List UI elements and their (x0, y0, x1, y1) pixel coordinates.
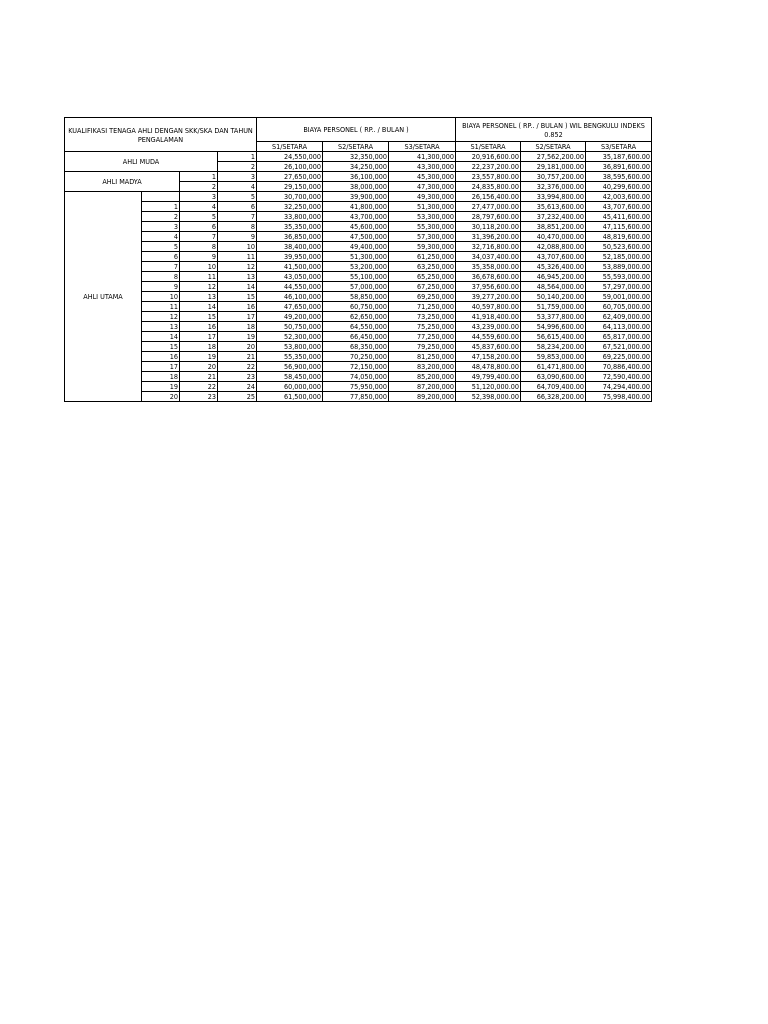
level-a-cell: 13 (142, 322, 180, 332)
experience-year-cell: 23 (218, 372, 257, 382)
cost-value-cell: 38,000,000 (323, 182, 389, 192)
cost-value-cell: 48,564,000.00 (521, 282, 586, 292)
cost-value-cell: 35,187,600.00 (586, 152, 652, 162)
level-b-cell: 2 (180, 182, 218, 192)
level-a-cell: 16 (142, 352, 180, 362)
level-a-cell: 20 (142, 392, 180, 402)
cost-value-cell: 49,799,400.00 (456, 372, 521, 382)
cost-value-cell: 31,396,200.00 (456, 232, 521, 242)
cost-value-cell: 43,707,600.00 (586, 202, 652, 212)
cost-value-cell: 68,350,000 (323, 342, 389, 352)
level-a-cell: 12 (142, 312, 180, 322)
cost-value-cell: 22,237,200.00 (456, 162, 521, 172)
cost-value-cell: 67,521,000.00 (586, 342, 652, 352)
cost-value-cell: 87,200,000 (389, 382, 456, 392)
cost-value-cell: 33,800,000 (257, 212, 323, 222)
sub-header-s1-regional: S1/SETARA (456, 142, 521, 152)
cost-value-cell: 62,409,000.00 (586, 312, 652, 322)
table-row (65, 262, 652, 272)
cost-value-cell: 64,113,000.00 (586, 322, 652, 332)
cost-value-cell: 40,299,600.00 (586, 182, 652, 192)
cost-value-cell: 35,613,600.00 (521, 202, 586, 212)
level-b-cell: 13 (180, 292, 218, 302)
experience-year-cell: 11 (218, 252, 257, 262)
table-row (65, 282, 652, 292)
level-b-cell: 17 (180, 332, 218, 342)
cost-value-cell: 45,600,000 (323, 222, 389, 232)
cost-value-cell: 51,120,000.00 (456, 382, 521, 392)
sub-header-s3: S3/SETARA (389, 142, 456, 152)
table-row (65, 292, 652, 302)
cost-value-cell: 70,886,400.00 (586, 362, 652, 372)
cost-value-cell: 47,158,200.00 (456, 352, 521, 362)
regional-cost-header: BIAYA PERSONEL ( RP.. / BULAN ) WIL BENGKULU INDEKS 0.852 (456, 118, 652, 142)
level-a-cell: 10 (142, 292, 180, 302)
sub-header-s1: S1/SETARA (257, 142, 323, 152)
table-row (65, 382, 652, 392)
experience-year-cell: 16 (218, 302, 257, 312)
cost-value-cell: 38,851,200.00 (521, 222, 586, 232)
cost-value-cell: 55,100,000 (323, 272, 389, 282)
level-b-cell: 9 (180, 252, 218, 262)
level-b-cell: 1 (180, 172, 218, 182)
cost-value-cell: 50,750,000 (257, 322, 323, 332)
cost-value-cell: 27,562,200.00 (521, 152, 586, 162)
cost-value-cell: 43,050,000 (257, 272, 323, 282)
cost-value-cell: 53,889,000.00 (586, 262, 652, 272)
cost-value-cell: 32,376,000.00 (521, 182, 586, 192)
level-b-cell: 23 (180, 392, 218, 402)
cost-value-cell: 30,757,200.00 (521, 172, 586, 182)
cost-value-cell: 55,593,000.00 (586, 272, 652, 282)
level-b-cell: 7 (180, 232, 218, 242)
cost-value-cell: 51,300,000 (323, 252, 389, 262)
cost-value-cell: 44,559,600.00 (456, 332, 521, 342)
cost-value-cell: 34,037,400.00 (456, 252, 521, 262)
cost-value-cell: 45,300,000 (389, 172, 456, 182)
experience-year-cell: 1 (218, 152, 257, 162)
experience-year-cell: 2 (218, 162, 257, 172)
table-row (65, 322, 652, 332)
experience-year-cell: 5 (218, 192, 257, 202)
level-b-cell: 4 (180, 202, 218, 212)
experience-year-cell: 8 (218, 222, 257, 232)
cost-value-cell: 35,358,000.00 (456, 262, 521, 272)
cost-value-cell: 26,100,000 (257, 162, 323, 172)
cost-value-cell: 39,277,200.00 (456, 292, 521, 302)
group-label-ahli-utama: AHLI UTAMA (65, 192, 142, 402)
level-a-cell: 15 (142, 342, 180, 352)
cost-value-cell: 48,478,800.00 (456, 362, 521, 372)
cost-value-cell: 44,550,000 (257, 282, 323, 292)
table-row (65, 242, 652, 252)
cost-value-cell: 52,398,000.00 (456, 392, 521, 402)
sub-header-s2: S2/SETARA (323, 142, 389, 152)
level-b-cell: 20 (180, 362, 218, 372)
cost-value-cell: 41,918,400.00 (456, 312, 521, 322)
cost-value-cell: 27,477,000.00 (456, 202, 521, 212)
cost-value-cell: 70,250,000 (323, 352, 389, 362)
experience-year-cell: 22 (218, 362, 257, 372)
level-b-cell: 22 (180, 382, 218, 392)
cost-value-cell: 57,300,000 (389, 232, 456, 242)
cost-value-cell: 38,400,000 (257, 242, 323, 252)
cost-value-cell: 42,088,800.00 (521, 242, 586, 252)
table-row (65, 222, 652, 232)
table-row (65, 192, 652, 202)
cost-value-cell: 49,200,000 (257, 312, 323, 322)
experience-year-cell: 19 (218, 332, 257, 342)
cost-value-cell: 45,837,600.00 (456, 342, 521, 352)
cost-value-cell: 58,234,200.00 (521, 342, 586, 352)
cost-value-cell: 47,300,000 (389, 182, 456, 192)
experience-year-cell: 9 (218, 232, 257, 242)
cost-value-cell: 62,650,000 (323, 312, 389, 322)
cost-value-cell: 36,100,000 (323, 172, 389, 182)
spreadsheet (64, 117, 652, 402)
experience-year-cell: 3 (218, 172, 257, 182)
cost-value-cell: 57,297,000.00 (586, 282, 652, 292)
experience-year-cell: 6 (218, 202, 257, 212)
cost-value-cell: 67,250,000 (389, 282, 456, 292)
cost-value-cell: 50,140,200.00 (521, 292, 586, 302)
cost-value-cell: 79,250,000 (389, 342, 456, 352)
level-a-cell: 5 (142, 242, 180, 252)
level-b-cell: 6 (180, 222, 218, 232)
table-row (65, 352, 652, 362)
cost-value-cell: 60,000,000 (257, 382, 323, 392)
level-b-cell: 21 (180, 372, 218, 382)
experience-year-cell: 4 (218, 182, 257, 192)
cost-value-cell: 30,118,200.00 (456, 222, 521, 232)
table-row (65, 172, 652, 182)
level-a-cell: 2 (142, 212, 180, 222)
cost-value-cell: 69,250,000 (389, 292, 456, 302)
level-b-cell: 3 (180, 192, 218, 202)
level-b-cell: 5 (180, 212, 218, 222)
level-b-cell: 19 (180, 352, 218, 362)
cost-value-cell: 60,705,000.00 (586, 302, 652, 312)
cost-value-cell: 73,250,000 (389, 312, 456, 322)
cost-value-cell: 69,225,000.00 (586, 352, 652, 362)
cost-value-cell: 51,300,000 (389, 202, 456, 212)
cost-value-cell: 89,200,000 (389, 392, 456, 402)
experience-year-cell: 18 (218, 322, 257, 332)
cost-value-cell: 41,500,000 (257, 262, 323, 272)
sub-header-s3-regional: S3/SETARA (586, 142, 652, 152)
level-a-cell: 6 (142, 252, 180, 262)
cost-value-cell: 83,200,000 (389, 362, 456, 372)
cost-value-cell: 36,850,000 (257, 232, 323, 242)
level-a-cell: 3 (142, 222, 180, 232)
experience-year-cell: 24 (218, 382, 257, 392)
cost-value-cell: 24,835,800.00 (456, 182, 521, 192)
cost-value-cell: 72,590,400.00 (586, 372, 652, 382)
experience-year-cell: 7 (218, 212, 257, 222)
personnel-cost-table (64, 117, 652, 402)
level-b-cell: 15 (180, 312, 218, 322)
cost-value-cell: 51,759,000.00 (521, 302, 586, 312)
group-label-ahli-muda: AHLI MUDA (65, 152, 218, 172)
cost-value-cell: 32,350,000 (323, 152, 389, 162)
cost-value-cell: 23,557,800.00 (456, 172, 521, 182)
cost-value-cell: 56,615,400.00 (521, 332, 586, 342)
level-a-cell: 4 (142, 232, 180, 242)
cost-value-cell: 52,300,000 (257, 332, 323, 342)
cost-value-cell: 49,400,000 (323, 242, 389, 252)
cost-value-cell: 63,090,600.00 (521, 372, 586, 382)
experience-year-cell: 21 (218, 352, 257, 362)
cost-value-cell: 58,450,000 (257, 372, 323, 382)
level-b-cell: 14 (180, 302, 218, 312)
cost-value-cell: 66,328,200.00 (521, 392, 586, 402)
cost-value-cell: 75,250,000 (389, 322, 456, 332)
cost-value-cell: 48,819,600.00 (586, 232, 652, 242)
cost-value-cell: 53,200,000 (323, 262, 389, 272)
cost-value-cell: 20,916,600.00 (456, 152, 521, 162)
cost-value-cell: 45,326,400.00 (521, 262, 586, 272)
table-row (65, 232, 652, 242)
cost-value-cell: 47,500,000 (323, 232, 389, 242)
cost-value-cell: 35,350,000 (257, 222, 323, 232)
level-a-cell: 1 (142, 202, 180, 212)
level-a-cell: 17 (142, 362, 180, 372)
level-a-cell: 9 (142, 282, 180, 292)
cost-value-cell: 40,597,800.00 (456, 302, 521, 312)
level-b-cell: 8 (180, 242, 218, 252)
cost-value-cell: 53,800,000 (257, 342, 323, 352)
cost-value-cell: 64,709,400.00 (521, 382, 586, 392)
cost-value-cell: 61,500,000 (257, 392, 323, 402)
cost-value-cell: 60,750,000 (323, 302, 389, 312)
cost-value-cell: 41,300,000 (389, 152, 456, 162)
cost-value-cell: 49,300,000 (389, 192, 456, 202)
level-b-cell: 10 (180, 262, 218, 272)
level-a-cell (142, 192, 180, 202)
cost-value-cell: 29,181,000.00 (521, 162, 586, 172)
cost-value-cell: 63,250,000 (389, 262, 456, 272)
cost-value-cell: 55,350,000 (257, 352, 323, 362)
cost-value-cell: 64,550,000 (323, 322, 389, 332)
cost-value-cell: 39,900,000 (323, 192, 389, 202)
cost-value-cell: 47,115,600.00 (586, 222, 652, 232)
table-row (65, 302, 652, 312)
experience-year-cell: 13 (218, 272, 257, 282)
cost-value-cell: 58,850,000 (323, 292, 389, 302)
cost-value-cell: 52,185,000.00 (586, 252, 652, 262)
level-a-cell: 19 (142, 382, 180, 392)
level-b-cell: 12 (180, 282, 218, 292)
cost-value-cell: 77,850,000 (323, 392, 389, 402)
table-row (65, 372, 652, 382)
cost-value-cell: 75,950,000 (323, 382, 389, 392)
cost-value-cell: 37,232,400.00 (521, 212, 586, 222)
experience-year-cell: 25 (218, 392, 257, 402)
level-a-cell: 11 (142, 302, 180, 312)
group-label-ahli-madya: AHLI MADYA (65, 172, 180, 192)
table-row (65, 312, 652, 322)
cost-value-cell: 45,411,600.00 (586, 212, 652, 222)
cost-value-cell: 65,817,000.00 (586, 332, 652, 342)
cost-value-cell: 24,550,000 (257, 152, 323, 162)
cost-value-cell: 65,250,000 (389, 272, 456, 282)
level-b-cell: 16 (180, 322, 218, 332)
table-row (65, 362, 652, 372)
cost-value-cell: 56,900,000 (257, 362, 323, 372)
cost-header: BIAYA PERSONEL ( RP.. / BULAN ) (257, 118, 456, 142)
cost-value-cell: 33,994,800.00 (521, 192, 586, 202)
cost-value-cell: 41,800,000 (323, 202, 389, 212)
table-row (65, 392, 652, 402)
cost-value-cell: 47,650,000 (257, 302, 323, 312)
cost-value-cell: 54,996,600.00 (521, 322, 586, 332)
cost-value-cell: 43,300,000 (389, 162, 456, 172)
level-b-cell: 18 (180, 342, 218, 352)
level-a-cell: 7 (142, 262, 180, 272)
cost-value-cell: 37,956,600.00 (456, 282, 521, 292)
cost-value-cell: 66,450,000 (323, 332, 389, 342)
cost-value-cell: 29,150,000 (257, 182, 323, 192)
sub-header-s2-regional: S2/SETARA (521, 142, 586, 152)
level-b-cell: 11 (180, 272, 218, 282)
level-a-cell: 14 (142, 332, 180, 342)
table-row (65, 342, 652, 352)
cost-value-cell: 46,100,000 (257, 292, 323, 302)
cost-value-cell: 32,250,000 (257, 202, 323, 212)
table-row (65, 272, 652, 282)
qualification-header: KUALIFIKASI TENAGA AHLI DENGAN SKK/SKA DAN TAHUN PENGALAMAN (65, 118, 257, 152)
cost-value-cell: 42,003,600.00 (586, 192, 652, 202)
table-row (65, 212, 652, 222)
level-a-cell: 18 (142, 372, 180, 382)
cost-value-cell: 50,523,600.00 (586, 242, 652, 252)
cost-value-cell: 81,250,000 (389, 352, 456, 362)
table-row (65, 202, 652, 212)
cost-value-cell: 61,471,800.00 (521, 362, 586, 372)
cost-value-cell: 59,853,000.00 (521, 352, 586, 362)
table-row (65, 332, 652, 342)
cost-value-cell: 28,797,600.00 (456, 212, 521, 222)
cost-value-cell: 59,300,000 (389, 242, 456, 252)
cost-value-cell: 36,891,600.00 (586, 162, 652, 172)
cost-value-cell: 57,000,000 (323, 282, 389, 292)
cost-value-cell: 53,300,000 (389, 212, 456, 222)
experience-year-cell: 12 (218, 262, 257, 272)
experience-year-cell: 10 (218, 242, 257, 252)
cost-value-cell: 85,200,000 (389, 372, 456, 382)
cost-value-cell: 32,716,800.00 (456, 242, 521, 252)
cost-value-cell: 75,998,400.00 (586, 392, 652, 402)
cost-value-cell: 72,150,000 (323, 362, 389, 372)
cost-value-cell: 43,239,000.00 (456, 322, 521, 332)
cost-value-cell: 71,250,000 (389, 302, 456, 312)
cost-value-cell: 40,470,000.00 (521, 232, 586, 242)
level-a-cell: 8 (142, 272, 180, 282)
cost-value-cell: 53,377,800.00 (521, 312, 586, 322)
cost-value-cell: 27,650,000 (257, 172, 323, 182)
cost-value-cell: 77,250,000 (389, 332, 456, 342)
experience-year-cell: 17 (218, 312, 257, 322)
cost-value-cell: 43,707,600.00 (521, 252, 586, 262)
cost-value-cell: 61,250,000 (389, 252, 456, 262)
cost-value-cell: 26,156,400.00 (456, 192, 521, 202)
cost-value-cell: 55,300,000 (389, 222, 456, 232)
cost-value-cell: 39,950,000 (257, 252, 323, 262)
cost-value-cell: 74,050,000 (323, 372, 389, 382)
cost-value-cell: 43,700,000 (323, 212, 389, 222)
experience-year-cell: 14 (218, 282, 257, 292)
experience-year-cell: 20 (218, 342, 257, 352)
cost-value-cell: 74,294,400.00 (586, 382, 652, 392)
cost-value-cell: 30,700,000 (257, 192, 323, 202)
cost-value-cell: 34,250,000 (323, 162, 389, 172)
experience-year-cell: 15 (218, 292, 257, 302)
cost-value-cell: 36,678,600.00 (456, 272, 521, 282)
cost-value-cell: 59,001,000.00 (586, 292, 652, 302)
table-row (65, 252, 652, 262)
cost-value-cell: 38,595,600.00 (586, 172, 652, 182)
cost-value-cell: 46,945,200.00 (521, 272, 586, 282)
table-row (65, 152, 652, 162)
